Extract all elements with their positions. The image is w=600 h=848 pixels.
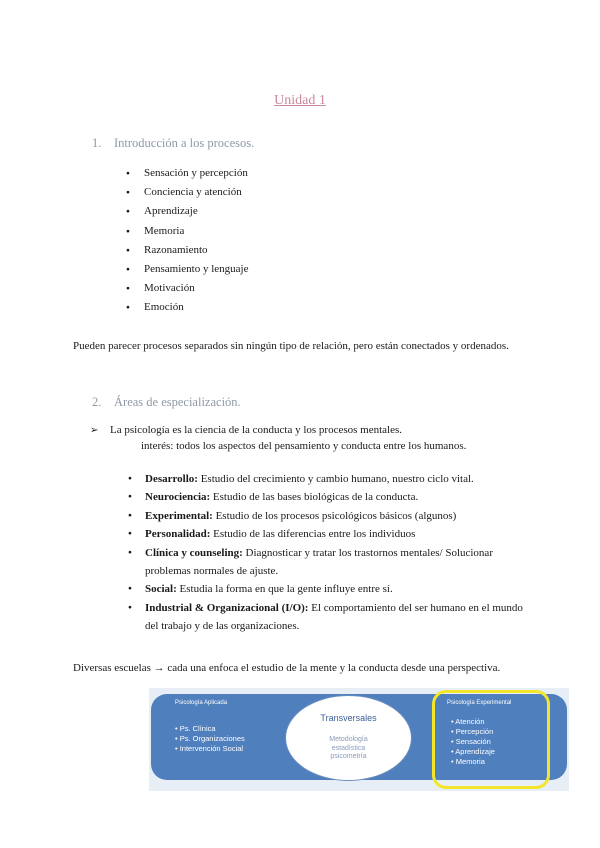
area-term: Desarrollo: [145, 473, 198, 485]
list-item: • Ps. Organizaciones [175, 734, 245, 744]
paragraph-schools: Diversas escuelas → cada una enfoca el estudio de la mente y la conducta desde una perspectiva. [73, 662, 501, 674]
list-item: ● Sensación y percepción [126, 164, 248, 183]
area-term: Social: [145, 583, 177, 596]
section-2-heading [92, 395, 241, 410]
definition-line [90, 423, 402, 438]
list-item: Metodología [329, 736, 368, 743]
list-item [128, 599, 538, 636]
highlight-circle [432, 690, 550, 789]
interest-text: interés: todos los aspectos del pensamiento y conducta entre los humanos. [141, 440, 467, 452]
transversal-title: Transversales [320, 713, 377, 723]
area-term: Clínica y counseling: [145, 546, 243, 559]
transversal-oval [285, 695, 412, 781]
area-desc: Estudia la forma en que la gente influye entre sí. [176, 583, 393, 596]
transversal-items [286, 736, 411, 762]
list-item: ● Memoria [126, 222, 248, 241]
areas-list [128, 470, 538, 636]
definition-text: La psicología es la ciencia de la conducta y los procesos mentales. [110, 424, 403, 436]
list-item: estadística [331, 744, 366, 752]
applied-psychology-title: Psicología Aplicada [175, 700, 228, 706]
list-item [128, 544, 538, 581]
list-item [128, 580, 538, 598]
area-desc: Estudio de los procesos psicológicos básicos (algunos) [212, 509, 457, 522]
list-item: ● Emoción [126, 298, 248, 317]
list-item: ● Motivación [126, 279, 248, 298]
list-item: • Ps. Clínica [175, 724, 245, 734]
list-item: • Intervención Social [175, 744, 245, 754]
list-item: • Percepción [451, 727, 495, 737]
area-desc: Estudio de las bases biológicas de la conducta. [210, 491, 419, 504]
list-item: ● Razonamiento [126, 241, 248, 260]
list-item [128, 488, 538, 506]
area-term: Experimental: [145, 509, 213, 522]
list-item [128, 507, 538, 525]
list-item: • Sensación [451, 737, 495, 747]
arrow-bullet-icon: ➢ [90, 425, 99, 436]
list-item: ● Pensamiento y lenguaje [126, 260, 248, 279]
list-item [128, 470, 538, 488]
area-desc: Estudio de las diferencias entre los individuos [210, 528, 416, 541]
section-2-number: 2. [92, 395, 102, 409]
list-item: psicometría [330, 753, 367, 760]
list-item: • Aprendizaje [451, 747, 495, 757]
section-1-number: 1. [92, 136, 102, 150]
process-list [126, 164, 248, 318]
area-term: Neurociencia: [145, 491, 211, 504]
section-1-title: Introducción a los procesos. [114, 136, 255, 150]
list-item: • Memoria [451, 757, 495, 767]
area-desc: El comportamiento del ser humano en el mundo del trabajo y de las organizaciones. [145, 601, 523, 633]
section-2-title: Áreas de especialización. [114, 395, 241, 409]
area-desc: Diagnosticar y tratar los trastornos mentales/ Solucionar problemas normales de ajuste. [145, 546, 493, 578]
schools-diagram [149, 688, 569, 791]
section-1-heading [92, 136, 254, 151]
applied-psychology-list [175, 724, 245, 754]
area-term: Industrial & Organizacional (I/O): [145, 601, 309, 614]
list-item [128, 525, 538, 543]
page-title: Unidad 1 [274, 93, 326, 108]
list-item: • Atención [451, 717, 495, 727]
experimental-psychology-title: Psicología Experimental [447, 700, 512, 706]
paragraph-processes: Pueden parecer procesos separados sin ningún tipo de relación, pero están conectados y ordenados. [73, 340, 509, 352]
area-term: Personalidad: [145, 528, 211, 541]
list-item: ● Conciencia y atención [126, 183, 248, 202]
area-desc: Estudio del crecimiento y cambio humano, nuestro ciclo vital. [197, 473, 474, 485]
list-item: ● Aprendizaje [126, 202, 248, 221]
